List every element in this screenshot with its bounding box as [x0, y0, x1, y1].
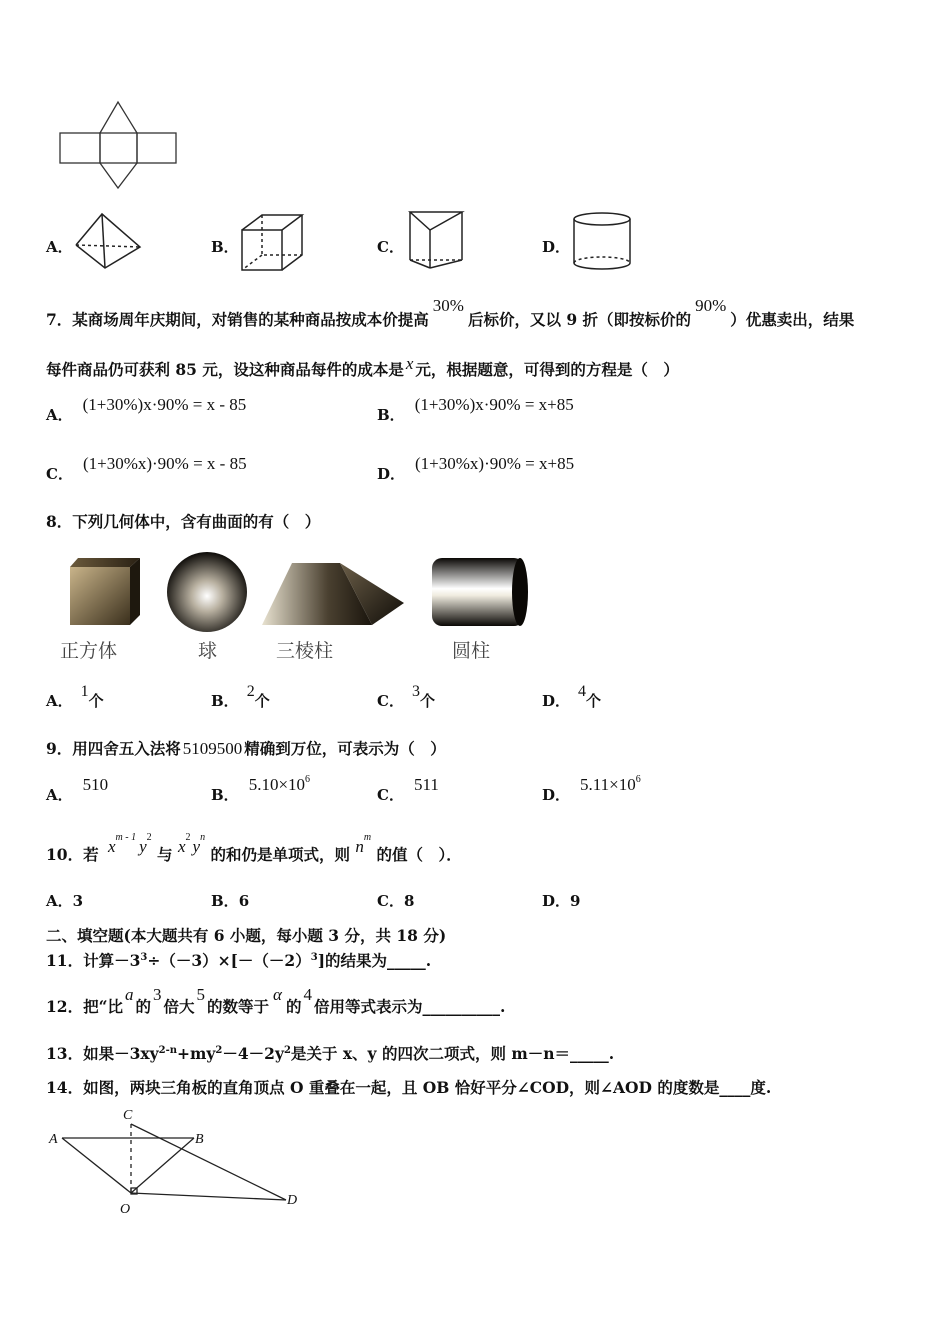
- triangle-rulers-figure: [0, 1105, 950, 1225]
- q12-text-part: 的: [135, 997, 152, 1016]
- q10-option-d[interactable]: [542, 890, 580, 911]
- option-letter: D．: [377, 465, 406, 483]
- net-figure: [0, 0, 950, 200]
- q10-n-base: n: [355, 837, 364, 856]
- q10-term2-yexp: n: [200, 831, 206, 843]
- q10-option-c[interactable]: [377, 890, 414, 911]
- option-letter: C．: [377, 692, 404, 710]
- q13-text-part: +my: [177, 1044, 216, 1063]
- label-B: B: [195, 1132, 204, 1147]
- option-value: 510: [82, 775, 109, 794]
- q9-stem: [46, 737, 446, 759]
- q10-term1-x: x: [107, 837, 116, 856]
- q10-text-part: 10．若: [46, 845, 99, 864]
- q13-text-part: －4－2y: [222, 1044, 284, 1063]
- option-letter: B．: [211, 238, 239, 256]
- option-letter: A．: [46, 406, 73, 424]
- q7-option-b[interactable]: [377, 395, 574, 425]
- q10-option-a[interactable]: [46, 890, 83, 911]
- q9-text-part: 精确到万位，可表示为（ ）: [244, 739, 446, 758]
- q6-option-b[interactable]: [211, 236, 239, 257]
- option-letter: B．: [377, 406, 405, 424]
- q10-term2-exp: 2: [185, 831, 191, 843]
- q8-option-a[interactable]: [46, 683, 104, 711]
- cube-solid-icon: [70, 558, 140, 625]
- option-number: 2: [246, 683, 255, 700]
- q9-option-b[interactable]: [211, 774, 311, 805]
- option-unit: 个: [419, 692, 435, 710]
- option-letter: D．: [542, 892, 571, 910]
- q12-var-a: a: [125, 985, 134, 1004]
- option-value: 8: [403, 892, 415, 910]
- option-number: 1: [80, 683, 89, 700]
- option-number: 3: [411, 683, 420, 700]
- section-2-title: 二、填空题(本大题共有 6 小题，每小题 3 分，共 18 分): [46, 926, 447, 945]
- q11-exponent: 3: [140, 951, 148, 963]
- q13-stem: [46, 1042, 614, 1064]
- q13-text-part: 13．如果－3xy: [46, 1044, 159, 1063]
- q12-text-part: 12．把“比: [46, 997, 123, 1016]
- option-value: 9: [570, 892, 581, 910]
- q7-text-part: ）优惠卖出，结果: [730, 310, 855, 329]
- option-unit: 个: [586, 692, 602, 710]
- q12-num-4: 4: [303, 985, 312, 1004]
- option-expression: (1+30%)x·90% = x - 85: [82, 395, 247, 414]
- q7-option-c[interactable]: [46, 454, 247, 484]
- q11-exponent: 3: [310, 951, 318, 963]
- q11-text-part: ]的结果为_____.: [317, 951, 432, 970]
- option-letter: C．: [377, 892, 404, 910]
- q7-percent-raise: 30%: [432, 296, 464, 315]
- q7-variable-x: x: [405, 354, 414, 373]
- q7-percent-discount: 90%: [695, 296, 727, 315]
- q6-option-a[interactable]: [46, 236, 73, 257]
- option-expression: (1+30%x)·90% = x+85: [415, 454, 575, 473]
- cylinder-icon: [572, 210, 642, 280]
- q12-num-3: 3: [153, 985, 162, 1004]
- q7-text-part: 后标价，又以 9 折（即按标价的: [467, 310, 692, 329]
- q12-num-5: 5: [196, 985, 206, 1004]
- q13-exponent: 2-n: [158, 1044, 177, 1056]
- solid-label-sphere: 球: [198, 640, 218, 662]
- q12-text-part: 倍用等式表示为__________.: [314, 997, 506, 1016]
- q13-text-part: 是关于 x、y 的四次二项式，则 m－n＝_____.: [290, 1044, 615, 1063]
- option-letter: D．: [542, 786, 571, 804]
- q9-number: 5109500: [182, 739, 243, 758]
- solid-label-prism: 三棱柱: [276, 640, 334, 662]
- q10-term1-exp: m - 1: [115, 831, 137, 843]
- q7-option-a[interactable]: [46, 395, 247, 425]
- option-letter: A．: [46, 692, 73, 710]
- sphere-solid-icon: [167, 552, 247, 632]
- q12-text-part: 的: [285, 997, 302, 1016]
- solid-label-cube: 正方体: [60, 640, 118, 662]
- q9-text-part: 9．用四舍五入法将: [46, 739, 181, 758]
- option-expression: (1+30%x)·90% = x - 85: [82, 454, 247, 473]
- q10-stem: [46, 831, 462, 865]
- label-C: C: [123, 1108, 133, 1123]
- q9-option-c[interactable]: [377, 775, 439, 805]
- q9-option-d[interactable]: [542, 774, 641, 805]
- q11-text-part: ÷（－3）×[－（－2）: [147, 951, 311, 970]
- triangular-prism-icon: [408, 210, 478, 280]
- q12-text-part: 的数等于: [207, 997, 270, 1016]
- q10-text-part: 的和仍是单项式，则: [210, 845, 350, 864]
- option-letter: C．: [46, 465, 73, 483]
- option-value: 511: [413, 775, 439, 794]
- prism-solid-icon: [262, 563, 404, 625]
- q8-option-c[interactable]: [377, 683, 435, 711]
- solid-label-cylinder: 圆柱: [452, 640, 491, 662]
- q7-text-part: 元，根据题意，可得到的方程是（ ）: [415, 360, 679, 379]
- option-letter: B．: [211, 892, 239, 910]
- option-unit: 个: [254, 692, 270, 710]
- label-D: D: [287, 1193, 298, 1208]
- option-unit: 个: [88, 692, 104, 710]
- q7-option-d[interactable]: [377, 454, 575, 484]
- q8-option-b[interactable]: [211, 683, 270, 711]
- q12-var-alpha: α: [273, 985, 282, 1004]
- q12-stem: [46, 985, 506, 1017]
- label-O: O: [120, 1202, 131, 1217]
- option-letter: B．: [211, 692, 239, 710]
- option-expression: (1+30%)x·90% = x+85: [414, 395, 574, 414]
- q10-term1-y: y: [139, 837, 147, 856]
- q10-n-exp: m: [363, 831, 372, 843]
- option-letter: D．: [542, 238, 571, 256]
- option-value: 5.11×10: [580, 775, 636, 794]
- q7-stem-line1: [46, 296, 855, 330]
- option-letter: D．: [542, 692, 571, 710]
- q10-term1-yexp: 2: [146, 831, 152, 843]
- option-value: 3: [72, 892, 84, 910]
- option-value: 5.10×10: [248, 775, 306, 794]
- option-letter: B．: [211, 786, 239, 804]
- option-number: 4: [578, 683, 587, 700]
- q8-option-d[interactable]: [542, 683, 602, 711]
- q13-exponent: 2: [215, 1044, 223, 1056]
- option-letter: C．: [377, 238, 404, 256]
- q7-text-part: 每件商品仍可获利 85 元，设这种商品每件的成本是: [46, 360, 404, 379]
- option-value: 6: [238, 892, 250, 910]
- q9-option-a[interactable]: [46, 775, 109, 805]
- q10-term2-y: y: [192, 837, 201, 856]
- q13-exponent: 2: [283, 1044, 291, 1056]
- q10-text-part: 与: [157, 845, 173, 864]
- option-letter: A．: [46, 786, 73, 804]
- option-exponent: 6: [635, 774, 641, 785]
- q10-term2-x: x: [177, 837, 186, 856]
- q10-text-part: 的值（ ）．: [376, 845, 462, 864]
- q11-text-part: 11．计算－3: [46, 951, 141, 970]
- q11-stem: [46, 949, 431, 971]
- q10-option-b[interactable]: [211, 890, 249, 911]
- q6-option-d[interactable]: [542, 236, 570, 257]
- q12-text-part: 倍大: [163, 997, 195, 1016]
- tetrahedron-icon: [74, 210, 144, 280]
- option-letter: A．: [46, 892, 73, 910]
- q7-text-part: 7．某商场周年庆期间，对销售的某种商品按成本价提高: [46, 310, 429, 329]
- option-letter: C．: [377, 786, 404, 804]
- q7-stem-line2: [46, 354, 679, 380]
- q8-stem: 8．下列几何体中，含有曲面的有（ ）: [46, 512, 321, 531]
- q6-option-c[interactable]: [377, 236, 404, 257]
- q14-stem: 14．如图，两块三角板的直角顶点 O 重叠在一起，且 OB 恰好平分∠COD，则∠AOD 的度数是____度.: [46, 1078, 772, 1097]
- cylinder-solid-icon: [432, 558, 528, 626]
- label-A: A: [49, 1132, 58, 1147]
- option-exponent: 6: [305, 774, 311, 785]
- cube-icon: [240, 212, 310, 282]
- option-letter: A．: [46, 238, 73, 256]
